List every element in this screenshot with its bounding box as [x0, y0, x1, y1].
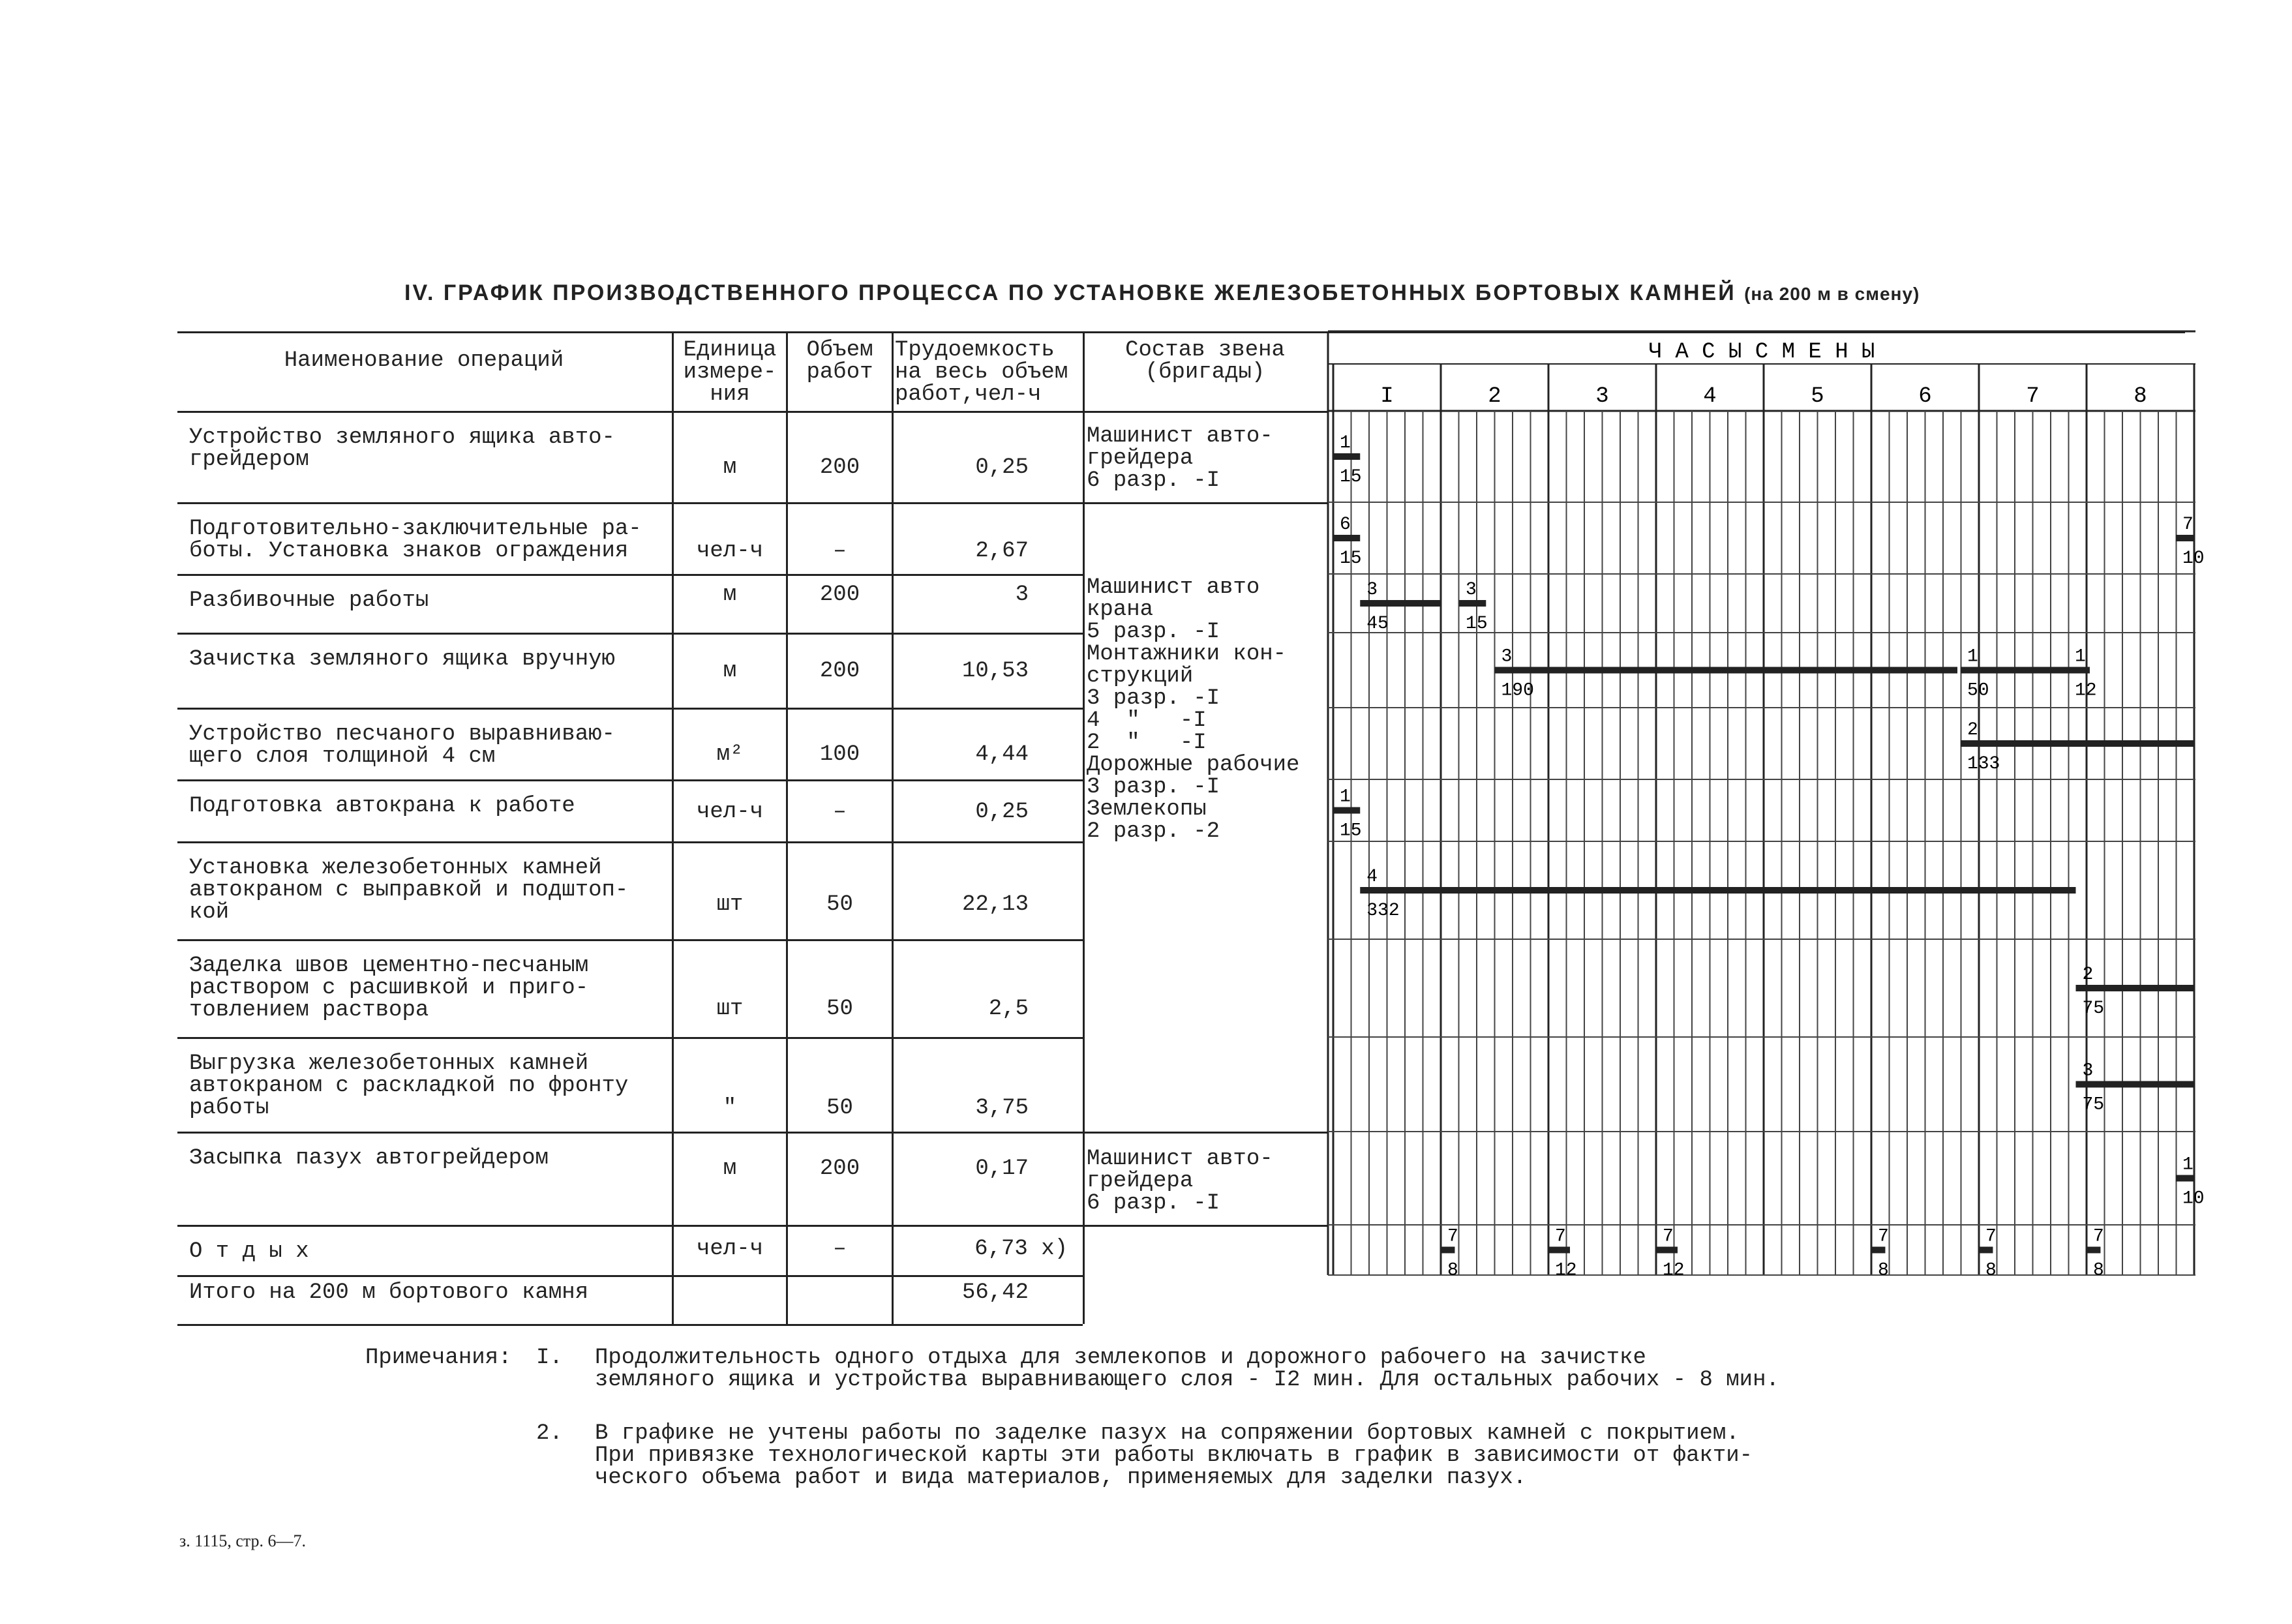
volume-3: 200 — [819, 659, 860, 684]
gantt-bar — [1656, 1247, 1678, 1254]
gantt-bar-workers: 3 — [1466, 580, 1477, 600]
unit-4: м² — [716, 742, 744, 767]
hour-label-7: 7 — [2026, 384, 2040, 409]
gantt-bar-duration: 8 — [1447, 1260, 1458, 1281]
gantt-bar — [1441, 1247, 1455, 1254]
gantt-bar — [2076, 985, 2195, 991]
header-crew: Состав звена (бригады) — [1125, 338, 1285, 385]
gantt-bar-workers: 1 — [2182, 1154, 2194, 1175]
gantt-bar-workers: 7 — [2182, 515, 2194, 535]
unit-2: м — [723, 582, 737, 607]
unit-6: шт — [716, 892, 744, 917]
gantt-bar-workers: 7 — [1985, 1226, 1997, 1247]
header-volume: Объем работ — [806, 338, 873, 385]
gantt-bar — [2176, 1175, 2194, 1182]
gantt-bar-duration: 15 — [1340, 467, 1362, 487]
gantt-bar — [2068, 667, 2090, 674]
labor-4: 4,44 — [975, 742, 1029, 767]
gantt-bar — [1961, 740, 2194, 747]
notes-label: Примечания: — [365, 1346, 512, 1370]
operation-name-6: Установка железобетонных камней автокраном с выправкой и подштоп- кой — [189, 856, 629, 925]
volume-10: – — [833, 1237, 847, 1261]
gantt-bar-duration: 12 — [2074, 680, 2097, 701]
gantt-bar-workers: 7 — [2093, 1226, 2104, 1247]
total-label: Итого на 200 м бортового камня — [189, 1280, 589, 1305]
gantt-bar-workers: 3 — [1501, 646, 1513, 667]
gantt-bar — [1333, 453, 1360, 460]
total-labor: 56,42 — [961, 1280, 1029, 1305]
operation-name-7: Заделка швов цементно-песчаным раствором с расшивкой и приго- товлением раствора — [189, 954, 589, 1023]
labor-5: 0,25 — [975, 800, 1029, 824]
operation-name-3: Зачистка земляного ящика вручную — [189, 647, 615, 672]
table-column-rule — [672, 331, 674, 1324]
gantt-bar-duration: 8 — [2093, 1260, 2104, 1281]
gantt-bar — [1360, 600, 1441, 607]
row-rule — [177, 574, 1083, 576]
note-1-number: I. — [536, 1346, 563, 1370]
gantt-bar — [2176, 535, 2194, 541]
volume-6: 50 — [826, 892, 853, 917]
table-column-rule — [786, 331, 788, 1324]
gantt-bar-duration: 10 — [2182, 549, 2205, 569]
hour-label-2: 2 — [1488, 384, 1501, 409]
operation-name-0: Устройство земляного ящика авто- грейдером — [189, 425, 615, 472]
labor-7: 2,5 — [988, 997, 1029, 1021]
gantt-bar-workers: 1 — [1967, 646, 1978, 667]
volume-5: – — [833, 800, 847, 824]
gantt-bar-duration: 45 — [1366, 614, 1389, 634]
gantt-bar-workers: 2 — [2082, 965, 2094, 985]
operation-name-8: Выгрузка железобетонных камней автокраном с раскладкой по фронту работы — [189, 1051, 629, 1120]
gantt-bar-workers: 1 — [1340, 787, 1351, 807]
operation-name-9: Засыпка пазух автогрейдером — [189, 1146, 549, 1171]
gantt-chart — [1328, 331, 2205, 1285]
gantt-bar-workers: 3 — [2082, 1060, 2094, 1081]
unit-8: " — [723, 1096, 737, 1120]
gantt-bar — [1360, 887, 2075, 894]
note-2-text: В графике не учтены работы по заделке пазух на сопряжении бортовых камней с покрытием. При привязке технологической карты эти работы включать в график в зависимости от факти- ческого объема работ и вида материалов, применяемых для заделки пазух. — [595, 1421, 1753, 1490]
page-title — [404, 280, 1920, 306]
row-rule — [177, 779, 1083, 781]
gantt-bar-workers: 7 — [1447, 1226, 1458, 1247]
gantt-bar-workers: 7 — [1555, 1226, 1566, 1247]
table-column-rule — [892, 331, 894, 1324]
note-1-text: Продолжительность одного отдыха для землекопов и дорожного рабочего на зачистке земляного ящика и устройства выравнивающего слоя - I2 мин. Для остальных рабочих - 8 мин. — [595, 1346, 1779, 1392]
notes — [365, 1346, 1779, 1490]
row-rule — [177, 1225, 1083, 1227]
unit-1: чел-ч — [696, 539, 764, 564]
crew-rule — [1083, 502, 1328, 504]
crew-grader-2: Машинист авто- грейдера 6 разр. -I — [1087, 1147, 1273, 1216]
unit-9: м — [723, 1156, 737, 1181]
gantt-bar-duration: 50 — [1967, 680, 1989, 701]
hour-label-I: I — [1380, 384, 1394, 409]
gantt-bar-workers: 2 — [1967, 720, 1978, 740]
unit-5: чел-ч — [696, 800, 764, 824]
gantt-hours-title: Ч А С Ы С М Е Н Ы — [1648, 340, 1875, 365]
title-suffix: (на 200 м в смену) — [1744, 284, 1920, 304]
hour-label-3: 3 — [1595, 384, 1609, 409]
gantt-bar-duration: 332 — [1366, 901, 1400, 921]
gantt-bar-duration: 10 — [2182, 1188, 2205, 1209]
volume-7: 50 — [826, 997, 853, 1021]
gantt-bar-duration: 15 — [1466, 614, 1488, 634]
gantt-bar-workers: 6 — [1340, 515, 1351, 535]
gantt-bar-duration: 8 — [1878, 1260, 1889, 1281]
gantt-bar — [2087, 1247, 2100, 1254]
unit-0: м — [723, 455, 737, 480]
labor-8: 3,75 — [975, 1096, 1029, 1120]
labor-1: 2,67 — [975, 539, 1029, 564]
labor-2: 3 — [1015, 582, 1029, 607]
gantt-bar-duration: 133 — [1967, 754, 2000, 774]
gantt-bar-duration: 75 — [2082, 999, 2105, 1019]
volume-2: 200 — [819, 582, 860, 607]
operation-name-1: Подготовительно-заключительные ра- боты. Установка знаков ограждения — [189, 517, 642, 564]
operation-name-5: Подготовка автокрана к работе — [189, 794, 575, 819]
gantt-bar — [1979, 1247, 1993, 1254]
volume-4: 100 — [819, 742, 860, 767]
gantt-bar — [1333, 807, 1360, 814]
hour-label-8: 8 — [2134, 384, 2147, 409]
hour-label-6: 6 — [1918, 384, 1932, 409]
gantt-bar-duration: 8 — [1985, 1260, 1997, 1281]
header-unit: Единица измере- ния — [683, 338, 777, 407]
gantt-bar — [1495, 667, 1958, 674]
hour-label-5: 5 — [1811, 384, 1824, 409]
row-rule — [177, 633, 1083, 635]
crew-rule — [1083, 1225, 1328, 1227]
unit-10: чел-ч — [696, 1237, 764, 1261]
hour-label-4: 4 — [1703, 384, 1717, 409]
gantt-bar — [1961, 667, 2068, 674]
title-main: IV. ГРАФИК ПРОИЗВОДСТВЕННОГО ПРОЦЕССА ПО УСТАНОВКЕ ЖЕЛЕЗОБЕТОННЫХ БОРТОВЫХ КАМНЕЙ — [404, 280, 1736, 305]
crew-main: Машинист авто крана 5 разр. -I Монтажники кон- струкций 3 разр. -I 4 " -I 2 " -I Дорожные рабочие 3 разр. -I Землекопы 2 разр. -2 — [1087, 575, 1300, 844]
gantt-bar — [2076, 1081, 2195, 1088]
gantt-bar-duration: 12 — [1555, 1260, 1577, 1281]
gantt-bar — [1871, 1247, 1885, 1254]
row-rule — [177, 1132, 1083, 1134]
volume-1: – — [833, 539, 847, 564]
volume-9: 200 — [819, 1156, 860, 1181]
labor-6: 22,13 — [961, 892, 1029, 917]
gantt-bar-workers: 4 — [1366, 867, 1378, 887]
gantt-bar-duration: 12 — [1663, 1260, 1685, 1281]
gantt-bar-workers: 1 — [1340, 433, 1351, 453]
gantt-bar-workers: 1 — [2074, 646, 2086, 667]
header-operation: Наименование операций — [284, 348, 564, 373]
row-rule — [177, 1037, 1083, 1039]
gantt-bar — [1548, 1247, 1570, 1254]
row-rule — [177, 841, 1083, 843]
header-labor: Трудоемкость на весь объем работ,чел-ч — [895, 338, 1068, 407]
gantt-bar-duration: 75 — [2082, 1094, 2105, 1115]
volume-0: 200 — [819, 455, 860, 480]
footer-ref: з. 1115, стр. 6—7. — [179, 1531, 307, 1550]
gantt-bar-duration: 15 — [1340, 549, 1362, 569]
operation-name-4: Устройство песчаного выравниваю- щего слоя толщиной 4 см — [189, 722, 615, 769]
row-rule — [177, 939, 1083, 941]
gantt-bar — [1459, 600, 1486, 607]
gantt-bar-duration: 190 — [1501, 680, 1534, 701]
labor-0: 0,25 — [975, 455, 1029, 480]
row-rule — [177, 1275, 1083, 1277]
gantt-bar-workers: 7 — [1663, 1226, 1674, 1247]
note-2-number: 2. — [536, 1421, 563, 1446]
crew-grader-1: Машинист авто- грейдера 6 разр. -I — [1087, 424, 1273, 493]
table-column-rule — [1083, 331, 1085, 1324]
operation-name-10: О т д ы х — [189, 1239, 309, 1264]
operation-name-2: Разбивочные работы — [189, 588, 429, 613]
gantt-bar — [1333, 535, 1360, 541]
volume-8: 50 — [826, 1096, 853, 1120]
total-bottom-rule — [177, 1324, 1083, 1326]
crew-rule — [1083, 1132, 1328, 1134]
unit-3: м — [723, 659, 737, 684]
gantt-bar-workers: 3 — [1366, 580, 1378, 600]
labor-10: 6,73 х) — [974, 1237, 1068, 1261]
gantt-bar-duration: 15 — [1340, 820, 1362, 841]
row-rule — [177, 708, 1083, 710]
unit-7: шт — [716, 997, 744, 1021]
labor-9: 0,17 — [975, 1156, 1029, 1181]
row-rule — [177, 502, 1083, 504]
gantt-bar-workers: 7 — [1878, 1226, 1889, 1247]
labor-3: 10,53 — [961, 659, 1029, 684]
header-bottom-rule — [177, 411, 1328, 413]
